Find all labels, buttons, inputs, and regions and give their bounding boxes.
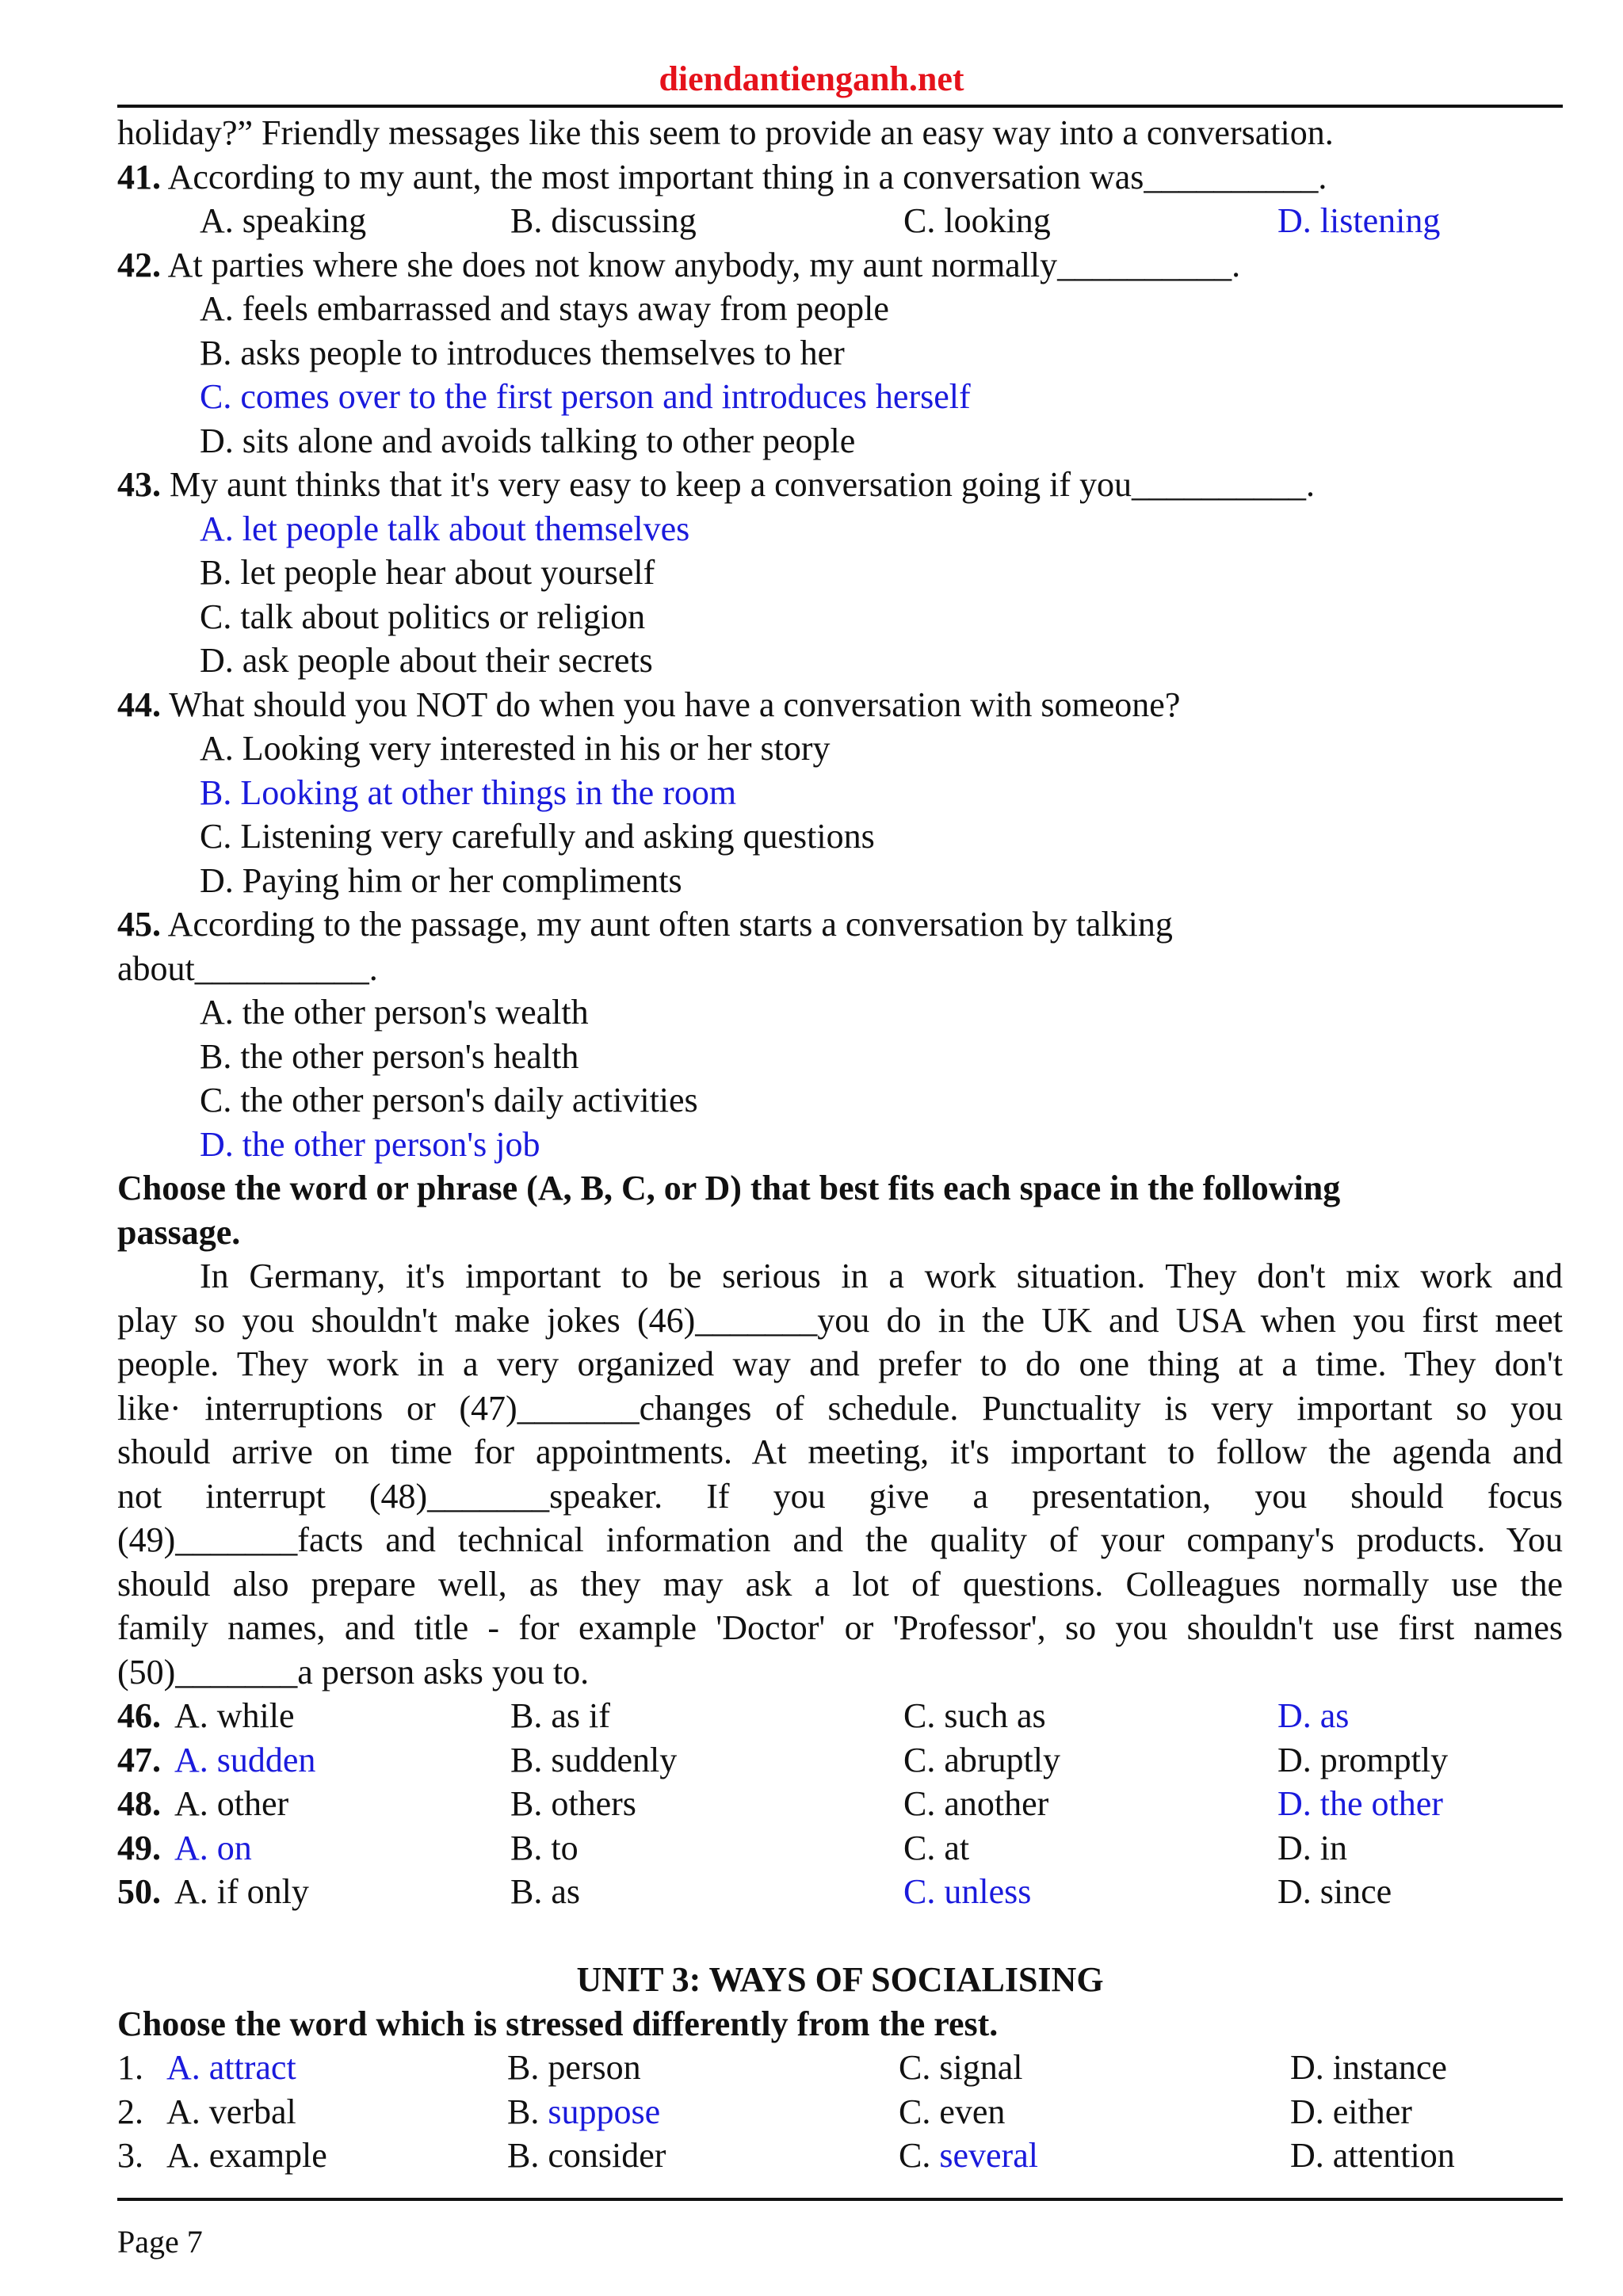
option-answer: C. comes over to the first person and introduces herself <box>200 377 971 416</box>
option: D. in <box>1277 1828 1347 1867</box>
option: B. let people hear about yourself <box>200 553 655 592</box>
option: A. verbal <box>166 2092 296 2131</box>
option: D. instance <box>1290 2048 1447 2087</box>
footer-rule <box>117 2198 1563 2201</box>
option-answer: B. Looking at other things in the room <box>200 772 737 812</box>
option-answer: C. several <box>899 2136 1038 2175</box>
question-45: 45. According to the passage, my aunt often starts a conversation by talking <box>117 905 1173 944</box>
option-answer: D. listening <box>1277 201 1441 240</box>
option: C. at <box>903 1828 970 1867</box>
stress-item-2: 2. A. verbal B. suppose C. even D. either <box>117 2090 1563 2134</box>
passage-line: (50)_______a person asks you to. <box>117 1652 590 1691</box>
answer-word: suppose <box>548 2092 661 2131</box>
question-42: 42. At parties where she does not know anybody, my aunt normally__________. <box>117 245 1241 284</box>
option: B. to <box>510 1828 579 1867</box>
passage-line: should arrive on time for appointments. At meeting, it's important to follow the agenda and <box>117 1432 1563 1471</box>
option: B. person <box>507 2048 641 2087</box>
option: D. sits alone and avoids talking to other people <box>200 421 856 460</box>
option: C. talk about politics or religion <box>200 597 646 636</box>
unit-title: UNIT 3: WAYS OF SOCIALISING <box>576 1960 1104 1999</box>
option: B. suddenly <box>510 1740 678 1779</box>
option: A. while <box>174 1696 295 1735</box>
option-answer: B. suppose <box>507 2092 661 2131</box>
option-answer: A. let people talk about themselves <box>200 509 690 548</box>
option: D. either <box>1290 2092 1412 2131</box>
cloze-item-47: 47. A. sudden B. suddenly C. abruptly D. promptly <box>117 1738 1563 1783</box>
site-header: diendantienganh.net <box>659 59 964 98</box>
cloze-item-49: 49. A. on B. to C. at D. in <box>117 1826 1563 1871</box>
option: A. Looking very interested in his or her story <box>200 729 831 768</box>
cloze-instruction: Choose the word or phrase (A, B, C, or D) that best fits each space in the following <box>117 1169 1341 1207</box>
passage-line: family names, and title - for example 'Doctor' or 'Professor', so you shouldn't use first names <box>117 1608 1563 1647</box>
option: A. the other person's wealth <box>200 993 589 1032</box>
option: C. such as <box>903 1696 1046 1735</box>
page-number: Page 7 <box>117 2224 203 2260</box>
spacer <box>117 1914 1563 1958</box>
cloze-item-48: 48. A. other B. others C. another D. the other <box>117 1782 1563 1826</box>
option: B. as if <box>510 1696 610 1735</box>
option: C. another <box>903 1784 1049 1823</box>
question-44: 44. What should you NOT do when you have a conversation with someone? <box>117 685 1181 724</box>
option: B. asks people to introduces themselves to her <box>200 333 845 372</box>
option: B. consider <box>507 2136 666 2175</box>
option-answer: A. attract <box>166 2048 296 2087</box>
passage-line: play so you shouldn't make jokes (46)_______you do in the UK and USA when you first meet <box>117 1300 1563 1340</box>
question-41-options <box>117 199 1563 243</box>
option: A. if only <box>174 1872 309 1911</box>
option: C. Listening very carefully and asking questions <box>200 817 875 856</box>
option-answer: D. the other <box>1277 1784 1443 1823</box>
intro-line: holiday?” Friendly messages like this seem to provide an easy way into a conversation. <box>117 113 1334 152</box>
option-answer: A. on <box>174 1828 252 1867</box>
option: D. promptly <box>1277 1740 1449 1779</box>
option: A. speaking <box>200 201 367 240</box>
option: D. since <box>1277 1872 1392 1911</box>
cloze-item-50: 50. A. if only B. as C. unless D. since <box>117 1870 1563 1914</box>
option: C. abruptly <box>903 1740 1060 1779</box>
header-rule <box>117 105 1563 108</box>
option: B. as <box>510 1872 580 1911</box>
passage-line: people. They work in a very organized way and prefer to do one thing at a time. They don't <box>117 1344 1563 1383</box>
option-answer: C. unless <box>903 1872 1032 1911</box>
option: A. example <box>166 2136 327 2175</box>
option: B. discussing <box>510 201 697 240</box>
cloze-item-46: 46. A. while B. as if C. such as D. as <box>117 1694 1563 1738</box>
option-answer: D. as <box>1277 1696 1350 1735</box>
question-45-continued: about__________. <box>117 948 378 988</box>
option: B. others <box>510 1784 636 1823</box>
passage-line: (49)_______facts and technical information and the quality of your company's products. You <box>117 1520 1563 1559</box>
option: D. attention <box>1290 2136 1455 2175</box>
option: C. looking <box>903 201 1051 240</box>
option: D. ask people about their secrets <box>200 641 653 680</box>
stress-item-3: 3. A. example B. consider C. several D. attention <box>117 2134 1563 2178</box>
page-content <box>117 111 1563 2178</box>
option-answer: D. the other person's job <box>200 1124 540 1164</box>
answer-word: several <box>939 2136 1038 2175</box>
cloze-instruction-continued: passage. <box>117 1212 241 1252</box>
passage-line: should also prepare well, as they may ask a lot of questions. Colleagues normally use the <box>117 1564 1563 1604</box>
option: A. other <box>174 1784 289 1823</box>
passage-line: In Germany, it's important to be serious in a work situation. They don't mix work and <box>200 1257 1563 1295</box>
option: C. even <box>899 2092 1006 2131</box>
question-41: 41. According to my aunt, the most important thing in a conversation was__________. <box>117 157 1327 196</box>
passage-line: like· interruptions or (47)_______changes of schedule. Punctuality is very important so you <box>117 1388 1563 1428</box>
option-answer: A. sudden <box>174 1740 316 1779</box>
option: A. feels embarrassed and stays away from people <box>200 289 889 328</box>
option: C. the other person's daily activities <box>200 1081 698 1119</box>
option: D. Paying him or her compliments <box>200 860 682 900</box>
stress-instruction: Choose the word which is stressed differently from the rest. <box>117 2004 999 2043</box>
question-43: 43. My aunt thinks that it's very easy to keep a conversation going if you__________. <box>117 465 1316 504</box>
passage-line: not interrupt (48)_______speaker. If you give a presentation, you should focus <box>117 1476 1563 1516</box>
option: C. signal <box>899 2048 1023 2087</box>
stress-item-1: 1. A. attract B. person C. signal D. instance <box>117 2046 1563 2090</box>
option: B. the other person's health <box>200 1036 579 1076</box>
